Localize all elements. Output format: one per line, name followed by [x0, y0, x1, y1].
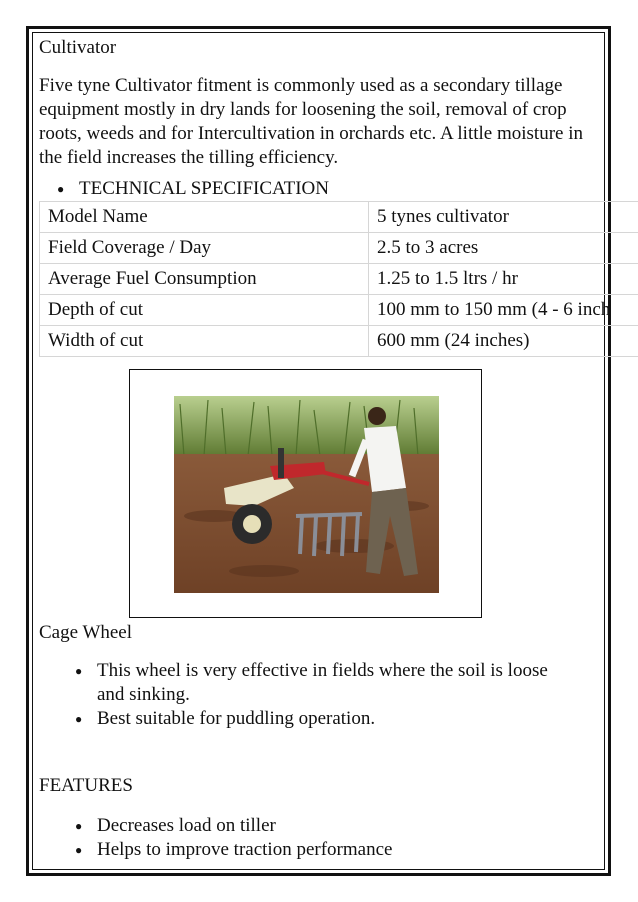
spec-label: Field Coverage / Day	[40, 233, 369, 264]
spec-value: 2.5 to 3 acres	[369, 233, 638, 264]
bullet-icon: ●	[57, 182, 65, 196]
cage-wheel-heading: Cage Wheel	[39, 622, 133, 643]
table-row	[40, 202, 638, 233]
cultivator-description: Five tyne Cultivator fitment is commonly used as a secondary tillage equipment mostly in dry lands for loosening the soil, removal of crop roots, weeds and for Intercultivation in orchards etc. A little moisture in the field increases the tilling efficiency.	[39, 75, 584, 168]
spec-value: 1.25 to 1.5 ltrs / hr	[369, 264, 638, 295]
cage-wheel-bullet: Best suitable for puddling operation.	[97, 708, 376, 729]
list-item	[39, 838, 557, 862]
feature-bullet: Decreases load on tiller	[97, 815, 276, 836]
cultivator-heading: Cultivator	[39, 37, 117, 58]
list-item	[39, 707, 557, 731]
spec-title: TECHNICAL SPECIFICATION	[79, 178, 329, 199]
cultivator-photo	[174, 396, 439, 593]
cage-wheel-list	[39, 659, 557, 731]
spec-label: Width of cut	[40, 326, 369, 357]
spec-title-line	[39, 177, 638, 201]
spec-value: 600 mm (24 inches)	[369, 326, 638, 357]
table-row	[40, 264, 638, 295]
features-section	[39, 774, 557, 862]
feature-bullet: Helps to improve traction performance	[97, 839, 393, 860]
bullet-icon: ●	[75, 843, 83, 857]
cage-wheel-section	[39, 621, 557, 731]
image-frame	[129, 369, 482, 618]
table-row	[40, 233, 638, 264]
table-row	[40, 326, 638, 357]
list-item	[39, 814, 557, 838]
cage-wheel-bullet: This wheel is very effective in fields where the soil is loose and sinking.	[97, 660, 548, 705]
spec-label: Average Fuel Consumption	[40, 264, 369, 295]
bullet-icon: ●	[75, 664, 83, 678]
bullet-icon: ●	[75, 712, 83, 726]
spec-table	[39, 201, 638, 357]
bullet-icon: ●	[75, 819, 83, 833]
list-item	[39, 659, 557, 707]
features-heading: FEATURES	[39, 775, 133, 796]
spec-value: 5 tynes cultivator	[369, 202, 638, 233]
table-row	[40, 295, 638, 326]
spec-label: Depth of cut	[40, 295, 369, 326]
document-content	[39, 36, 638, 876]
spec-label: Model Name	[40, 202, 369, 233]
spec-value: 100 mm to 150 mm (4 - 6 inch	[369, 295, 638, 326]
features-list	[39, 814, 557, 862]
